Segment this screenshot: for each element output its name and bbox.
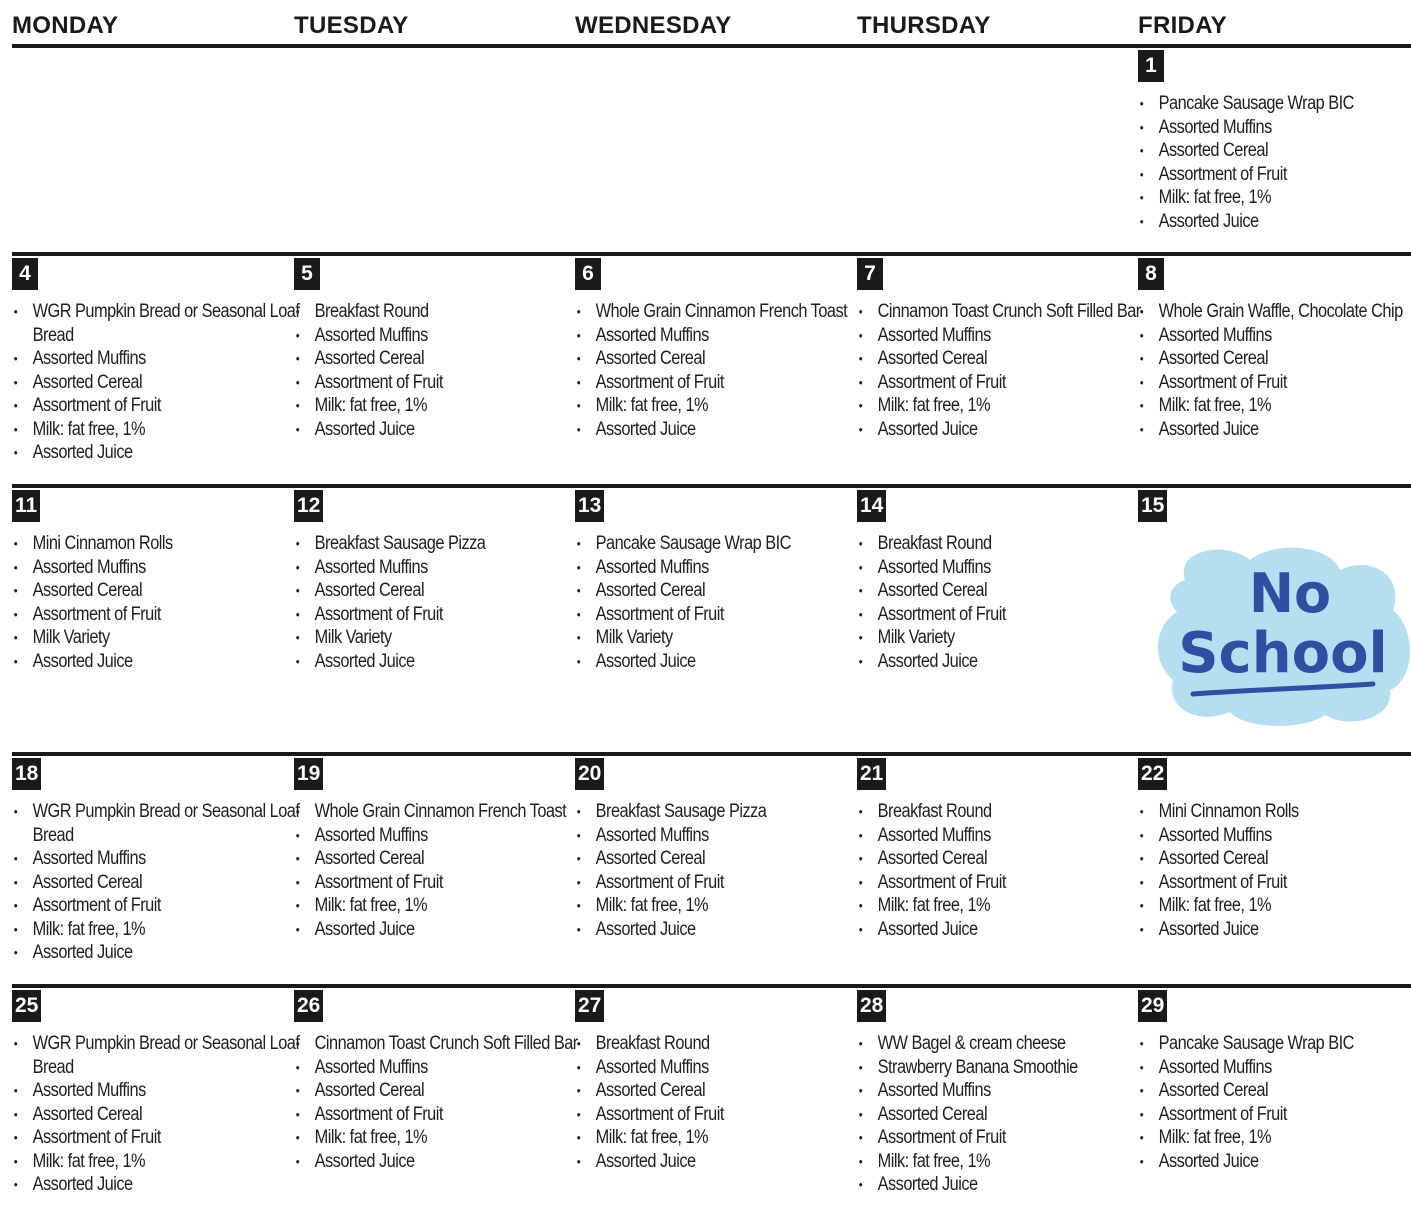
menu-item: • Assorted Muffins bbox=[294, 556, 590, 580]
menu-item: • Whole Grain Cinnamon French Toast bbox=[294, 800, 590, 824]
menu-item: • Assortment of Fruit bbox=[12, 394, 308, 418]
menu-item: • Assorted Muffins bbox=[294, 324, 590, 348]
menu-item: • Assorted Muffins bbox=[575, 556, 871, 580]
menu-item: • Breakfast Round bbox=[575, 1032, 871, 1056]
menu-item: • Pancake Sausage Wrap BIC bbox=[1138, 1032, 1411, 1056]
date-badge: 26 bbox=[294, 990, 323, 1022]
menu-item: • WW Bagel & cream cheese bbox=[857, 1032, 1153, 1056]
menu-item: • Assortment of Fruit bbox=[857, 1126, 1153, 1150]
menu-item: • Assortment of Fruit bbox=[575, 603, 871, 627]
menu-item: • Assorted Muffins bbox=[294, 1056, 590, 1080]
menu-item: • Whole Grain Cinnamon French Toast bbox=[575, 300, 871, 324]
menu-item: • Assorted Juice bbox=[857, 418, 1153, 442]
menu-item: • Assorted Muffins bbox=[857, 556, 1153, 580]
menu-item: • Assorted Cereal bbox=[12, 579, 308, 603]
menu-item: • Assorted Cereal bbox=[857, 347, 1153, 371]
date-badge: 5 bbox=[294, 258, 320, 290]
menu-item: • Milk: fat free, 1% bbox=[12, 418, 308, 442]
menu-item: • Assorted Juice bbox=[12, 1173, 308, 1197]
menu-item: • Milk: fat free, 1% bbox=[575, 394, 871, 418]
menu-item: • Assortment of Fruit bbox=[294, 371, 590, 395]
menu-item: • Assorted Juice bbox=[1138, 418, 1411, 442]
menu-list bbox=[294, 800, 576, 941]
menu-item: • Assorted Muffins bbox=[575, 1056, 871, 1080]
no-school-line1: No bbox=[1248, 562, 1332, 625]
menu-item: • Assortment of Fruit bbox=[12, 894, 308, 918]
menu-list bbox=[575, 300, 857, 441]
menu-item: • Assortment of Fruit bbox=[1138, 371, 1411, 395]
menu-item: • Assorted Juice bbox=[1138, 918, 1411, 942]
date-badge: 27 bbox=[575, 990, 604, 1022]
menu-item: • Assorted Juice bbox=[575, 650, 871, 674]
menu-item: • Assorted Cereal bbox=[12, 871, 308, 895]
date-badge: 13 bbox=[575, 490, 604, 522]
header-monday: MONDAY bbox=[12, 12, 119, 39]
menu-item: • Assortment of Fruit bbox=[12, 603, 308, 627]
menu-item: • Assorted Muffins bbox=[12, 847, 308, 871]
menu-item: • Assorted Muffins bbox=[1138, 1056, 1411, 1080]
no-school-graphic bbox=[1155, 540, 1411, 726]
menu-item: • Assortment of Fruit bbox=[575, 371, 871, 395]
date-badge: 18 bbox=[12, 758, 41, 790]
menu-item: • Assortment of Fruit bbox=[575, 1103, 871, 1127]
week-rule bbox=[12, 44, 1411, 48]
menu-item: • Milk: fat free, 1% bbox=[575, 1126, 871, 1150]
menu-item: • Pancake Sausage Wrap BIC bbox=[575, 532, 871, 556]
menu-item: • Assortment of Fruit bbox=[12, 1126, 308, 1150]
menu-item: • Assorted Cereal bbox=[12, 1103, 308, 1127]
menu-item: • Assortment of Fruit bbox=[1138, 871, 1411, 895]
menu-item: • Assorted Cereal bbox=[294, 847, 590, 871]
date-badge: 8 bbox=[1138, 258, 1164, 290]
date-badge: 6 bbox=[575, 258, 601, 290]
date-badge: 1 bbox=[1138, 50, 1164, 82]
menu-item: • Breakfast Round bbox=[294, 300, 590, 324]
menu-item: • Assorted Muffins bbox=[12, 347, 308, 371]
menu-item: • Milk: fat free, 1% bbox=[1138, 394, 1411, 418]
date-badge: 4 bbox=[12, 258, 38, 290]
menu-item: • Assorted Cereal bbox=[294, 347, 590, 371]
header-tuesday: TUESDAY bbox=[294, 12, 409, 39]
week-rule bbox=[12, 752, 1411, 756]
date-badge: 20 bbox=[575, 758, 604, 790]
menu-list bbox=[12, 1032, 300, 1197]
menu-list bbox=[1138, 92, 1411, 233]
menu-item: • Breakfast Round bbox=[857, 800, 1153, 824]
date-badge: 19 bbox=[294, 758, 323, 790]
menu-item: • Assorted Cereal bbox=[575, 847, 871, 871]
menu-item: • Milk Variety bbox=[12, 626, 308, 650]
menu-item: • Milk: fat free, 1% bbox=[12, 918, 308, 942]
menu-item: • Assorted Juice bbox=[12, 941, 308, 965]
menu-item: • Assorted Muffins bbox=[1138, 324, 1411, 348]
menu-list bbox=[575, 800, 857, 941]
menu-item: • Assortment of Fruit bbox=[1138, 163, 1411, 187]
no-school-line2: School bbox=[1178, 621, 1388, 686]
menu-item: • Milk: fat free, 1% bbox=[575, 894, 871, 918]
menu-item: • Milk Variety bbox=[575, 626, 871, 650]
menu-item: • Cinnamon Toast Crunch Soft Filled Bar bbox=[857, 300, 1153, 324]
menu-item: • Assortment of Fruit bbox=[857, 603, 1153, 627]
menu-item: • Assorted Muffins bbox=[575, 824, 871, 848]
menu-item: • Pancake Sausage Wrap BIC bbox=[1138, 92, 1411, 116]
menu-list bbox=[1138, 300, 1411, 441]
menu-item: • Mini Cinnamon Rolls bbox=[1138, 800, 1411, 824]
menu-item: • Assorted Muffins bbox=[857, 1079, 1153, 1103]
menu-item: • Assorted Juice bbox=[294, 650, 590, 674]
menu-item: • Breakfast Round bbox=[857, 532, 1153, 556]
menu-item: • Assorted Juice bbox=[294, 918, 590, 942]
menu-item: • Milk: fat free, 1% bbox=[294, 394, 590, 418]
header-friday: FRIDAY bbox=[1138, 12, 1227, 39]
menu-item: • Assorted Muffins bbox=[1138, 116, 1411, 140]
menu-item: • Assorted Cereal bbox=[1138, 847, 1411, 871]
date-badge: 15 bbox=[1138, 490, 1167, 522]
menu-list bbox=[294, 532, 576, 673]
menu-item: • Assorted Muffins bbox=[857, 324, 1153, 348]
breakfast-menu-calendar bbox=[12, 0, 1411, 1215]
date-badge: 28 bbox=[857, 990, 886, 1022]
menu-item: • Assorted Juice bbox=[1138, 1150, 1411, 1174]
menu-item: • Milk: fat free, 1% bbox=[857, 1150, 1153, 1174]
week-rule bbox=[12, 484, 1411, 488]
menu-item: • Strawberry Banana Smoothie bbox=[857, 1056, 1153, 1080]
menu-item: • Assorted Cereal bbox=[575, 1079, 871, 1103]
header-wednesday: WEDNESDAY bbox=[575, 12, 732, 39]
date-badge: 21 bbox=[857, 758, 886, 790]
menu-item: • Assortment of Fruit bbox=[857, 371, 1153, 395]
menu-item: • Breakfast Sausage Pizza bbox=[294, 532, 590, 556]
menu-item: • Assorted Juice bbox=[575, 1150, 871, 1174]
date-badge: 11 bbox=[12, 490, 40, 522]
menu-list bbox=[12, 300, 300, 465]
menu-list bbox=[294, 1032, 576, 1173]
menu-item: • Assorted Muffins bbox=[1138, 824, 1411, 848]
menu-item: • Milk: fat free, 1% bbox=[12, 1150, 308, 1174]
menu-item: • Assortment of Fruit bbox=[575, 871, 871, 895]
menu-list bbox=[294, 300, 576, 441]
menu-item: • Assorted Juice bbox=[12, 441, 308, 465]
menu-item: • Assortment of Fruit bbox=[294, 871, 590, 895]
menu-list bbox=[12, 532, 294, 673]
menu-item: • Milk: fat free, 1% bbox=[1138, 186, 1411, 210]
date-badge: 14 bbox=[857, 490, 886, 522]
menu-item: • Assorted Juice bbox=[294, 418, 590, 442]
date-badge: 25 bbox=[12, 990, 41, 1022]
menu-item: • Milk: fat free, 1% bbox=[1138, 1126, 1411, 1150]
menu-item: • Assorted Muffins bbox=[575, 324, 871, 348]
menu-item: • Assorted Muffins bbox=[12, 556, 308, 580]
menu-item: • Assorted Cereal bbox=[294, 1079, 590, 1103]
menu-item: • WGR Pumpkin Bread or Seasonal Loaf Bread bbox=[12, 300, 308, 347]
menu-item: • Assortment of Fruit bbox=[294, 603, 590, 627]
menu-item: • Assorted Cereal bbox=[1138, 139, 1411, 163]
menu-list bbox=[857, 800, 1139, 941]
menu-item: • Assorted Muffins bbox=[12, 1079, 308, 1103]
menu-item: • Assortment of Fruit bbox=[857, 871, 1153, 895]
menu-item: • Assortment of Fruit bbox=[1138, 1103, 1411, 1127]
date-badge: 7 bbox=[857, 258, 883, 290]
menu-item: • Cinnamon Toast Crunch Soft Filled Bar bbox=[294, 1032, 590, 1056]
week-rule bbox=[12, 984, 1411, 988]
menu-item: • Assorted Cereal bbox=[12, 371, 308, 395]
menu-item: • Assortment of Fruit bbox=[294, 1103, 590, 1127]
menu-item: • Mini Cinnamon Rolls bbox=[12, 532, 308, 556]
menu-list bbox=[1138, 1032, 1411, 1173]
menu-item: • Assorted Cereal bbox=[1138, 1079, 1411, 1103]
menu-item: • WGR Pumpkin Bread or Seasonal Loaf Bread bbox=[12, 800, 308, 847]
menu-list bbox=[575, 1032, 857, 1173]
menu-item: • Assorted Cereal bbox=[857, 1103, 1153, 1127]
menu-list bbox=[857, 300, 1139, 441]
menu-item: • Milk: fat free, 1% bbox=[294, 894, 590, 918]
menu-item: • Breakfast Sausage Pizza bbox=[575, 800, 871, 824]
menu-list bbox=[1138, 800, 1411, 941]
menu-item: • Assorted Juice bbox=[857, 1173, 1153, 1197]
menu-item: • Assorted Juice bbox=[294, 1150, 590, 1174]
menu-list bbox=[575, 532, 857, 673]
menu-item: • Assorted Cereal bbox=[857, 579, 1153, 603]
menu-item: • Milk: fat free, 1% bbox=[857, 894, 1153, 918]
menu-item: • Assorted Juice bbox=[12, 650, 308, 674]
menu-item: • Milk Variety bbox=[857, 626, 1153, 650]
menu-item: • Milk: fat free, 1% bbox=[857, 394, 1153, 418]
header-thursday: THURSDAY bbox=[857, 12, 991, 39]
menu-item: • Milk: fat free, 1% bbox=[294, 1126, 590, 1150]
date-badge: 22 bbox=[1138, 758, 1167, 790]
menu-list bbox=[857, 1032, 1139, 1197]
menu-item: • Assorted Cereal bbox=[857, 847, 1153, 871]
weekday-header-row bbox=[12, 0, 1411, 48]
menu-list bbox=[12, 800, 300, 965]
date-badge: 12 bbox=[294, 490, 323, 522]
menu-item: • Assorted Juice bbox=[575, 418, 871, 442]
menu-item: • Assorted Cereal bbox=[1138, 347, 1411, 371]
menu-item: • Assorted Juice bbox=[857, 918, 1153, 942]
menu-item: • Assorted Juice bbox=[575, 918, 871, 942]
menu-item: • Assorted Juice bbox=[1138, 210, 1411, 234]
menu-list bbox=[857, 532, 1139, 673]
menu-item: • Milk Variety bbox=[294, 626, 590, 650]
menu-item: • Assorted Cereal bbox=[575, 347, 871, 371]
menu-item: • Assorted Cereal bbox=[294, 579, 590, 603]
menu-item: • Assorted Muffins bbox=[857, 824, 1153, 848]
menu-item: • Assorted Muffins bbox=[294, 824, 590, 848]
menu-item: • Milk: fat free, 1% bbox=[1138, 894, 1411, 918]
date-badge: 29 bbox=[1138, 990, 1167, 1022]
menu-item: • WGR Pumpkin Bread or Seasonal Loaf Bread bbox=[12, 1032, 308, 1079]
menu-item: • Assorted Juice bbox=[857, 650, 1153, 674]
menu-item: • Whole Grain Waffle, Chocolate Chip bbox=[1138, 300, 1411, 324]
menu-item: • Assorted Cereal bbox=[575, 579, 871, 603]
week-rule bbox=[12, 252, 1411, 256]
